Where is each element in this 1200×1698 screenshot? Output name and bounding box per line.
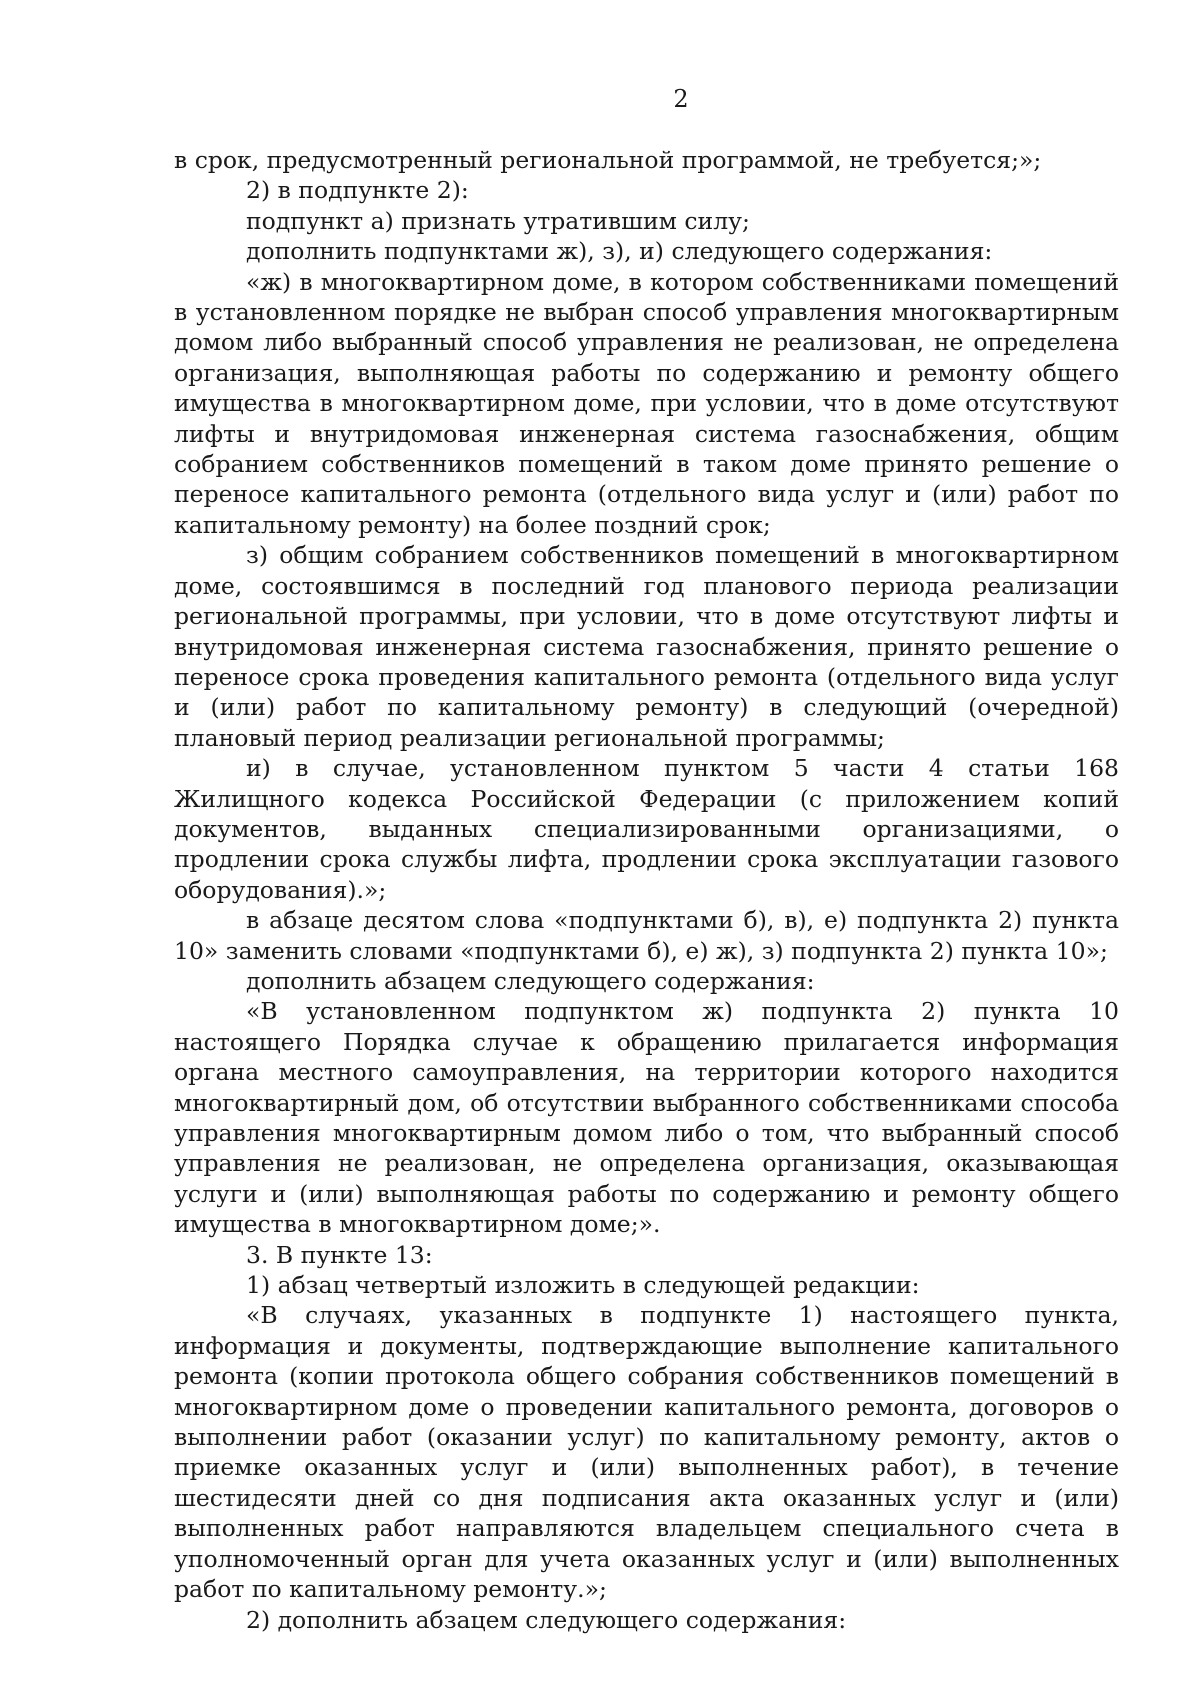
paragraph: «В установленном подпунктом ж) подпункта 2) пункта 10 настоящего Порядка случае к обращению прилагается информация органа местного самоуправления, на территории которого находится многоквартирный дом, об отсутствии выбранного собственниками способа управления многоквартирным домом либо о том, что выбранный способ управления не реализован, не определена организация, оказывающая услуги и (или) выполняющая работы по содержанию и ремонту общего имущества в многоквартирном доме;».: [174, 997, 1119, 1239]
paragraph: 3. В пункте 13:: [246, 1240, 433, 1269]
paragraph: 1) абзац четвертый изложить в следующей редакции:: [246, 1271, 920, 1300]
paragraph: дополнить абзацем следующего содержания:: [246, 966, 815, 995]
page-number: 2: [673, 85, 689, 113]
paragraph: дополнить подпунктами ж), з), и) следующего содержания:: [246, 237, 993, 266]
paragraph: подпункт а) признать утратившим силу;: [246, 206, 750, 235]
paragraph: и) в случае, установленном пунктом 5 части 4 статьи 168 Жилищного кодекса Российской Федерации (с приложением копий документов, выданных специализированными организациями, о продлении срока службы лифта, продлении срока эксплуатации газового оборудования).»;: [174, 754, 1119, 904]
paragraph: 2) дополнить абзацем следующего содержания:: [246, 1605, 847, 1634]
paragraph: «ж) в многоквартирном доме, в котором собственниками помещений в установленном порядке не выбран способ управления многоквартирным домом либо выбранный способ управления не реализован, не определена организация, выполняющая работы по содержанию и ремонту общего имущества в многоквартирном доме, при условии, что в доме отсутствуют лифты и внутридомовая инженерная система газоснабжения, общим собранием собственников помещений в таком доме принято решение о переносе капитального ремонта (отдельного вида услуг и (или) работ по капитальному ремонту) на более поздний срок;: [174, 267, 1119, 539]
paragraph: 2) в подпункте 2):: [246, 176, 469, 205]
paragraph: в абзаце десятом слова «подпунктами б), в), е) подпункта 2) пункта 10» заменить словами «подпунктами б), е) ж), з) подпункта 2) пункта 10»;: [174, 906, 1119, 965]
paragraph: з) общим собранием собственников помещений в многоквартирном доме, состоявшимся в последний год планового периода реализации региональной программы, при условии, что в доме отсутствуют лифты и внутридомовая инженерная система газоснабжения, принято решение о переносе срока проведения капитального ремонта (отдельного вида услуг и (или) работ по капитальному ремонту) в следующий (очередной) плановый период реализации региональной программы;: [174, 541, 1119, 752]
document-body: [174, 145, 1119, 1635]
paragraph: в срок, предусмотренный региональной программой, не требуется;»;: [174, 146, 1042, 174]
paragraph: «В случаях, указанных в подпункте 1) настоящего пункта, информация и документы, подтверждающие выполнение капитального ремонта (копии протокола общего собрания собственников помещений в многоквартирном доме о проведении капитального ремонта, договоров о выполнении работ (оказании услуг) по капитальному ремонту, актов о приемке оказанных услуг и (или) выполненных работ), в течение шестидесяти дней со дня подписания акта оказанных услуг и (или) выполненных работ направляются владельцем специального счета в уполномоченный орган для учета оказанных услуг и (или) выполненных работ по капитальному ремонту.»;: [174, 1301, 1119, 1604]
